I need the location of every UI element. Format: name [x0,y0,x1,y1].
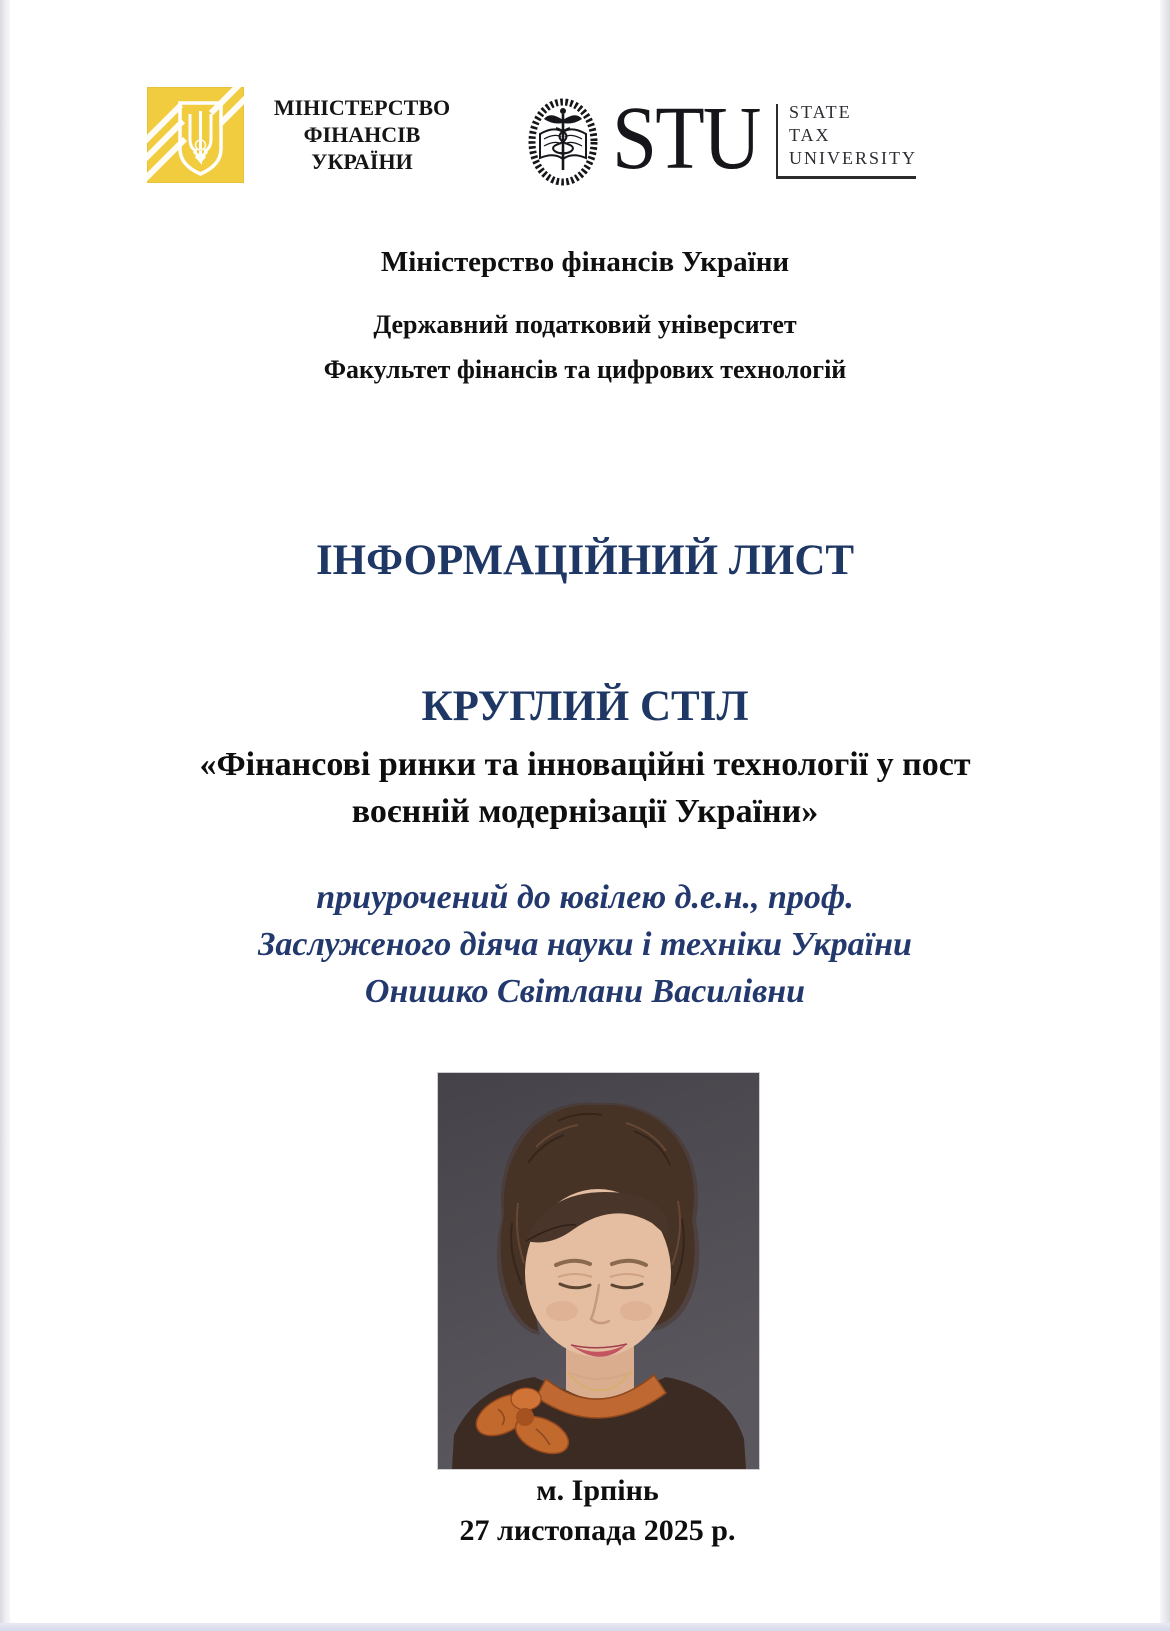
page-edge-left [0,0,10,1631]
stu-emblem-icon [528,98,598,186]
event-place: м. Ірпінь [536,1474,659,1507]
dedication-line: приурочений до ювілею д.е.н., проф. [316,879,854,916]
org-university-line: Державний податковий університет [373,310,797,339]
ministry-of-finance-logo-icon [147,87,244,183]
stu-name-line: UNIVERSITY [789,148,917,168]
ministry-name [252,94,472,175]
stu-name-line: TAX [789,125,831,145]
honoree-portrait-photo [437,1072,760,1470]
event-date: 27 листопада 2025 р. [459,1514,736,1547]
stu-name-line: STATE [789,102,852,122]
document-page [10,0,1160,1623]
ministry-name-line: МІНІСТЕРСТВО [273,95,451,120]
event-title [10,741,1160,835]
org-ministry-line: Міністерство фінансів України [380,246,790,278]
org-faculty-line: Факультет фінансів та цифрових технологій [323,355,847,384]
ministry-name-line: ФІНАНСІВ [303,122,421,147]
stu-separator-line [776,104,778,178]
event-title-line: «Фінансові ринки та інноваційні технології у пост [199,746,971,783]
dedication-line: Заслуженого діяча науки і техніки України [258,926,912,963]
dedication-text [10,874,1160,1015]
event-type-title: КРУГЛИЙ СТІЛ [421,683,749,730]
page-edge-right [1160,0,1170,1631]
ministry-name-line: УКРАЇНИ [311,149,413,174]
stu-abbreviation: STU [612,89,760,188]
document-title: ІНФОРМАЦІЙНИЙ ЛИСТ [315,537,855,584]
dedication-line: Онишко Світлани Василівни [364,973,806,1010]
page-edge-bottom [0,1623,1170,1631]
stu-full-name [789,101,917,170]
event-title-line: воєнній модернізації України» [351,793,819,830]
stu-underline [776,176,916,179]
